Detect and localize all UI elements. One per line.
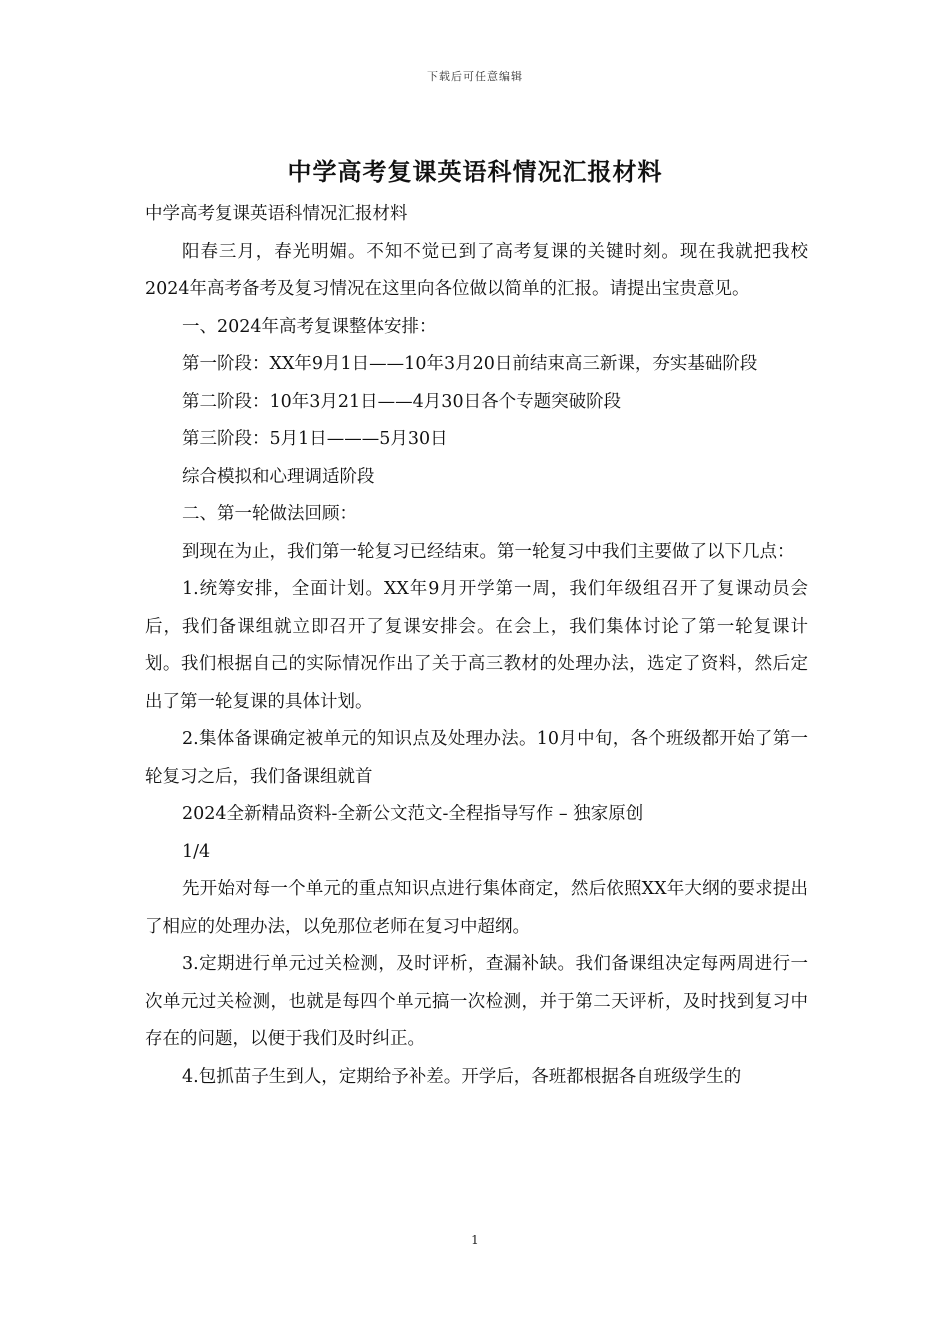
body-paragraph: 2.集体备课确定被单元的知识点及处理办法。10月中旬，各个班级都开始了第一轮复习之后，我们备课组就首 bbox=[145, 729, 808, 787]
inline-banner: 2024全新精品资料-全新公文范文-全程指导写作 – 独家原创 bbox=[182, 804, 644, 824]
document-body bbox=[145, 196, 808, 1096]
body-paragraph: 第三阶段：5月1日———5月30日 bbox=[182, 429, 448, 449]
page-number: 1 bbox=[471, 1233, 479, 1247]
body-paragraph: 4.包抓苗子生到人，定期给予补差。开学后，各班都根据各自班级学生的 bbox=[182, 1066, 742, 1087]
header-note: 下载后可任意编辑 bbox=[427, 70, 523, 83]
body-paragraph: 3.定期进行单元过关检测，及时评析，查漏补缺。我们备课组决定每两周进行一次单元过关检测，也就是每四个单元搞一次检测，并于第二天评析，及时找到复习中存在的问题，以便于我们及时纠正。 bbox=[145, 954, 808, 1049]
body-paragraph: 先开始对每一个单元的重点知识点进行集体商定，然后依照XX年大纲的要求提出了相应的处理办法，以免那位老师在复习中超纲。 bbox=[145, 879, 808, 937]
body-paragraph: 第二阶段：10年3月21日——4月30日各个专题突破阶段 bbox=[182, 391, 622, 412]
subtitle-paragraph: 中学高考复课英语科情况汇报材料 bbox=[145, 204, 408, 224]
body-paragraph: 第一阶段：XX年9月1日——10年3月20日前结束高三新课，夯实基础阶段 bbox=[182, 354, 758, 374]
body-paragraph: 综合模拟和心理调适阶段 bbox=[182, 466, 375, 487]
document-title: 中学高考复课英语科情况汇报材料 bbox=[287, 157, 663, 186]
body-paragraph: 到现在为止，我们第一轮复习已经结束。第一轮复习中我们主要做了以下几点： bbox=[182, 541, 795, 562]
body-paragraph: 阳春三月，春光明媚。不知不觉已到了高考复课的关键时刻。现在我就把我校2024年高考备考及复习情况在这里向各位做以简单的汇报。请提出宝贵意见。 bbox=[145, 241, 808, 299]
section-heading: 二、第一轮做法回顾： bbox=[182, 504, 357, 524]
inline-page-marker: 1/4 bbox=[182, 841, 211, 862]
body-paragraph: 1.统筹安排，全面计划。XX年9月开学第一周，我们年级组召开了复课动员会后，我们备课组就立即召开了复课安排会。在会上，我们集体讨论了第一轮复课计划。我们根据自己的实际情况作出了关于高三教材的处理办法，选定了资料，然后定出了第一轮复课的具体计划。 bbox=[145, 579, 808, 712]
section-heading: 一、2024年高考复课整体安排： bbox=[182, 316, 437, 337]
